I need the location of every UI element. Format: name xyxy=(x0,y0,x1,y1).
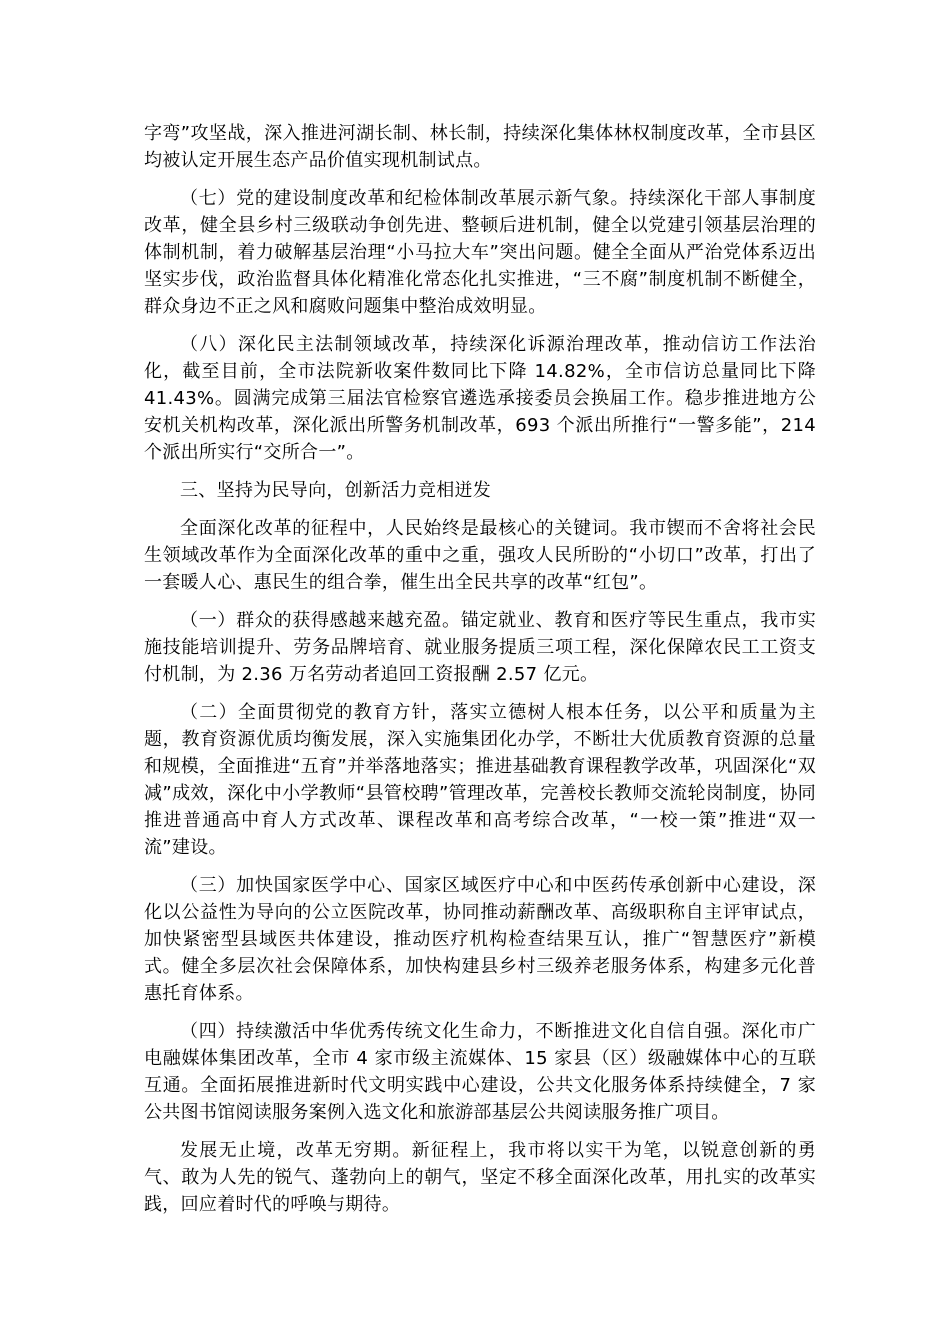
paragraph-culture: （四）持续激活中华优秀传统文化生命力，不断推进文化自信自强。深化市广电融媒体集团改革，全市 4 家市级主流媒体、15 家县（区）级融媒体中心的互联互通。全面拓展推进新时代文明实践中心建设，公共文化服务体系持续健全，7 家公共图书馆阅读服务案例入选文化和旅游部基层公共阅读服务推广项目。 xyxy=(144,1021,816,1123)
paragraph-healthcare: （三）加快国家医学中心、国家区域医疗中心和中医药传承创新中心建设，深化以公益性为导向的公立医院改革，协同推动薪酬改革、高级职称自主评审试点，加快紧密型县域医共体建设，推动医疗机构检查结果互认，推广“智慧医疗”新模式。健全多层次社会保障体系，加快构建县乡村三级养老服务体系，构建多元化普惠托育体系。 xyxy=(144,875,816,1004)
paragraph-employment: （一）群众的获得感越来越充盈。锚定就业、教育和医疗等民生重点，我市实施技能培训提升、劳务品牌培育、就业服务提质三项工程，深化保障农民工工资支付机制，为 2.36 万名劳动者追回工资报酬 2.57 亿元。 xyxy=(144,610,816,685)
paragraph-education: （二）全面贯彻党的教育方针，落实立德树人根本任务，以公平和质量为主题，教育资源优质均衡发展，深入实施集团化办学，不断壮大优质教育资源的总量和规模，全面推进“五育”并举落地落实；推进基础教育课程教学改革，巩固深化“双减”成效，深化中小学教师“县管校聘”管理改革，完善校长教师交流轮岗制度，协同推进普通高中育人方式改革、课程改革和高考综合改革，“一校一策”推进“双一流”建设。 xyxy=(144,702,816,858)
document-body xyxy=(144,120,816,1229)
paragraph-conclusion: 发展无止境，改革无穷期。新征程上，我市将以实干为笔，以锐意创新的勇气、敢为人先的锐气、蓬勃向上的朝气，坚定不移全面深化改革，用扎实的改革实践，回应着时代的呼唤与期待。 xyxy=(144,1140,816,1215)
paragraph-continuation: 字弯”攻坚战，深入推进河湖长制、林长制，持续深化集体林权制度改革，全市县区均被认定开展生态产品价值实现机制试点。 xyxy=(144,123,816,171)
section-heading-people-oriented: 三、坚持为民导向，创新活力竞相迸发 xyxy=(180,480,492,501)
paragraph-people-intro: 全面深化改革的征程中，人民始终是最核心的关键词。我市锲而不舍将社会民生领域改革作为全面深化改革的重中之重，强攻人民所盼的“小切口”改革，打出了一套暖人心、惠民生的组合拳，催生出全民共享的改革“红包”。 xyxy=(144,518,816,593)
paragraph-party-building-reform: （七）党的建设制度改革和纪检体制改革展示新气象。持续深化干部人事制度改革，健全县乡村三级联动争创先进、整顿后进机制，健全以党建引领基层治理的体制机制，着力破解基层治理“小马拉大车”突出问题。健全全面从严治党体系迈出坚实步伐，政治监督具体化精准化常态化扎实推进，“三不腐”制度机制不断健全，群众身边不正之风和腐败问题集中整治成效明显。 xyxy=(144,188,816,317)
paragraph-rule-of-law-reform: （八）深化民主法制领域改革，持续深化诉源治理改革，推动信访工作法治化，截至目前，全市法院新收案件数同比下降 14.82%，全市信访总量同比下降 41.43%。圆满完成第三届法官检察官遴选承接委员会换届工作。稳步推进地方公安机关机构改革，深化派出所警务机制改革，693 个派出所推行“一警多能”，214 个派出所实行“交所合一”。 xyxy=(144,334,816,463)
